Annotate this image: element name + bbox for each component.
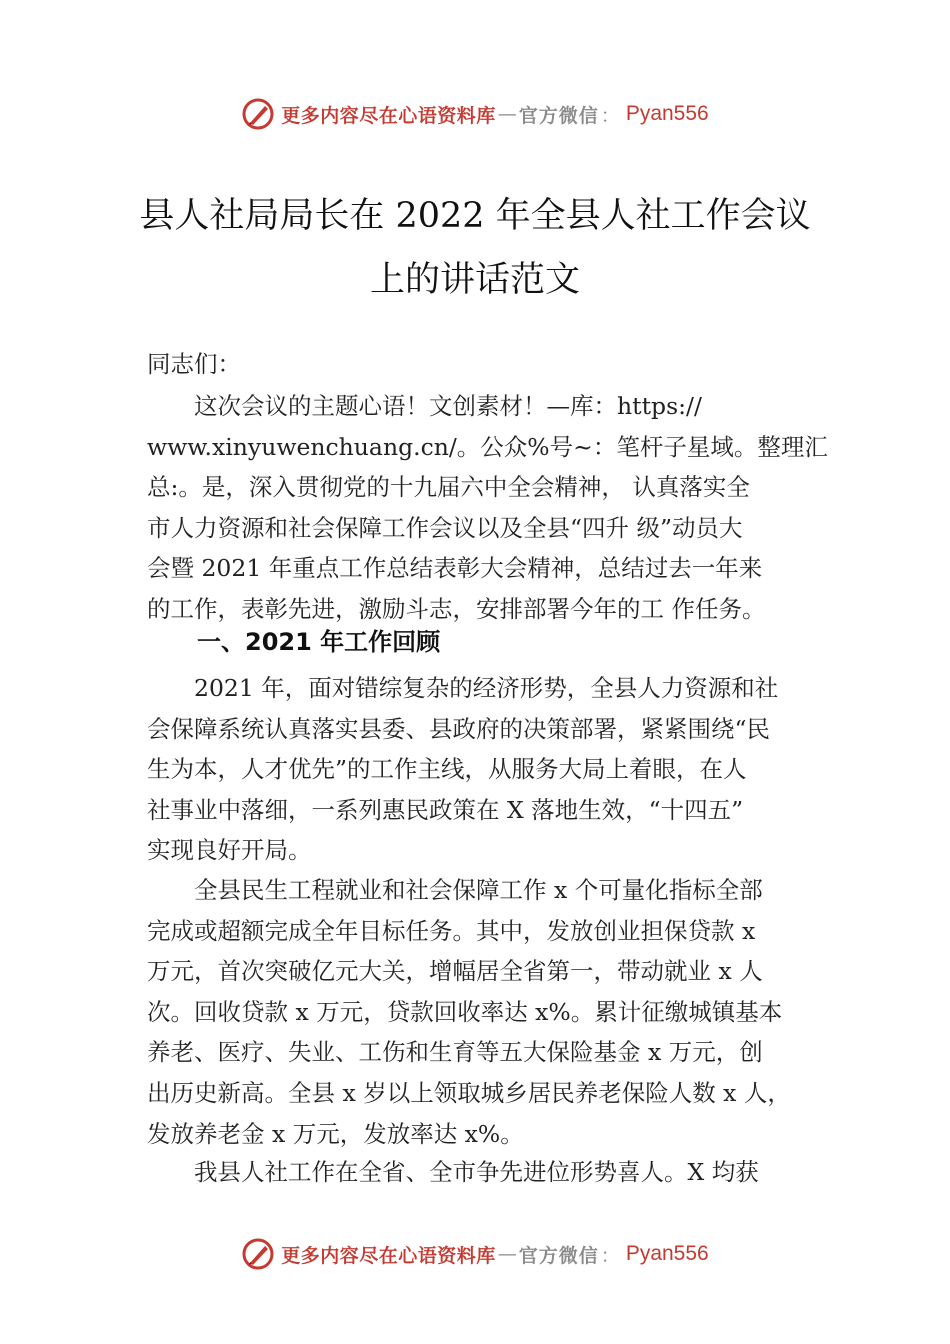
paragraph-review [147,668,827,871]
paragraph-line: 养老、医疗、失业、工伤和生育等五大保险基金 x 万元，创 [147,1038,763,1067]
paragraph-line: 万元，首次突破亿元大关，增幅居全省第一，带动就业 x 人 [147,957,763,986]
paragraph-line: 发放养老金 x 万元，发放率达 x%。 [147,1119,524,1148]
paragraph-line: 市人力资源和社会保障工作会议以及全县“四升 级”动员大 [147,513,743,542]
paragraph-line: 出历史新高。全县 x 岁以上领取城乡居民养老保险人数 x 人， [147,1078,791,1107]
watermark-dash: — [497,1243,517,1265]
watermark-lead-text: 更多内容尽在心语资料库 [281,104,496,127]
watermark-colon: ： [600,1244,620,1267]
watermark-wechat-label: 官方微信 [518,104,599,127]
greeting: 同志们： [147,350,241,378]
pen-seal-icon [241,1237,275,1271]
paragraph-line: 社事业中落细，一系列惠民政策在 X 落地生效，“十四五” [147,795,744,824]
paragraph-intro [147,386,827,630]
paragraph-line: 完成或超额完成全年目标任务。其中，发放创业担保贷款 x [147,916,756,945]
paragraph-indicators [147,870,827,1154]
paragraph-line: 实现良好开局。 [147,836,312,865]
paragraph-line: www.xinyuwenchuang.cn/。公众%号~：笔杆子星域。整理汇 [147,432,828,461]
document-title-line-1: 县人社局局长在 2022 年全县人社工作会议 [139,196,811,236]
paragraph-line: 全县民生工程就业和社会保障工作 x 个可量化指标全部 [147,876,763,904]
watermark-account: Pyan556 [625,102,709,125]
paragraph-line: 的工作，表彰先进，激励斗志，安排部署今年的工 作任务。 [147,594,766,623]
section-heading: 一、2021 年工作回顾 [197,628,441,656]
watermark-banner-top [0,92,950,136]
paragraph-line: 这次会议的主题心语！文创素材！—库：https:// [147,392,702,420]
watermark-wechat-label: 官方微信 [518,1244,599,1267]
paragraph-line: 总:。是，深入贯彻党的十九届六中全会精神， 认真落实全 [147,473,750,502]
watermark-banner-bottom [0,1232,950,1276]
document-title-line-2: 上的讲话范文 [369,260,580,300]
watermark-colon: ： [600,104,620,127]
paragraph-line: 2021 年，面对错综复杂的经济形势，全县人力资源和社 [147,674,779,702]
paragraph-line: 我县人社工作在全省、全市争先进位形势喜人。X 均获 [147,1158,759,1186]
watermark-account: Pyan556 [625,1242,709,1265]
paragraph-line: 会暨 2021 年重点工作总结表彰大会精神，总结过去一年来 [147,554,763,583]
paragraph-line: 生为本，人才优先”的工作主线，从服务大局上着眼，在人 [147,755,747,784]
watermark-lead-text: 更多内容尽在心语资料库 [281,1244,496,1267]
paragraph-ranking [147,1152,827,1193]
paragraph-line: 次。回收贷款 x 万元，贷款回收率达 x%。累计征缴城镇基本 [147,997,783,1026]
paragraph-line: 会保障系统认真落实县委、县政府的决策部署，紧紧围绕“民 [147,714,771,743]
pen-seal-icon [241,97,275,131]
watermark-dash: — [497,103,517,125]
